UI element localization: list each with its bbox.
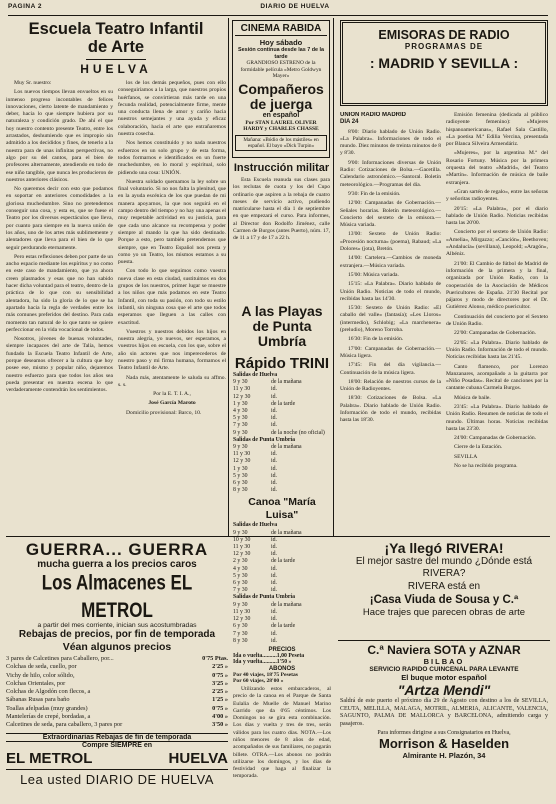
departure-period: id. [271, 616, 277, 623]
cinema-session: Sesión continua desde las 7 de la tarde [238, 47, 324, 60]
radio-program-entry: «Mujeres», por la argentina M.ª del Rosario Fortuny. Música por la primera orquesta del teatro «Madrid», del Teatro «Martín». Información de música de baile extranjera. [446, 150, 548, 186]
departure-period: de la tarde [271, 400, 296, 407]
radio-program-entry: 24'00: Campanadas de Gobernación. [454, 435, 537, 442]
schedule-row [233, 638, 331, 645]
paragraph: los de los demás pequeños, pues con ello conseguiríamos a la larga, que nuestros propios huérfanos, se convirtieran más tarde en una fecunda realidad, potencialmente firme, mente una conducta llena de amor y cariño hacia nuestros semejantes y una ayuda y eficaz colaboración, hacia el arte que entrañaremos nuestra cosecha. [118, 80, 226, 138]
schedule-label: Salidas de Huelva [233, 522, 278, 529]
radio-program-entry: 18'00: Relación de nuestros cursos de la Unión de Radioyentes. [340, 378, 441, 393]
paragraph: Pero estas reflexiones deben por parte de un ancho espacio mediante los espíritus y no como en este caso de mandamiento, que ya ahora creen plasmados y esas que no han sabido hacer dicha voluntad para el teatro, dentro de la práctica de lo que con su sensibilidad alentadora, ha sido la gloria de lo que se ha apartado hacia la regla de verdades entre los más comunes preferidos del destino. Para cada momento tan natural de lo que tanto se quiere perfeccionar en la vida vocacional de todos. [6, 253, 113, 333]
radio-program-entry: 8'00: Diario hablado de Unión Radio. «La Palabra». Informaciones de todo el mundo. Diez minutos de treinta minutos de 8 y 8'30. [340, 128, 441, 157]
price-item [6, 663, 228, 671]
schedule-row [233, 415, 331, 422]
naviera-line-4: El buque motor español [401, 673, 487, 682]
item-name: Toallas afelpadas (muy grandes) [6, 704, 88, 712]
departure-period: de la mañana [271, 379, 302, 386]
item-name: Colchas Orientales, por [6, 679, 66, 687]
schedule-trini [233, 372, 331, 494]
escuela-col-1 [6, 80, 113, 419]
departure-period: de la tarde [271, 558, 296, 565]
metrol-line-2: mucha guerra a los precios caros [37, 559, 197, 570]
schedule-row [233, 430, 331, 437]
item-price: 2'25 » [212, 663, 228, 671]
page-number: PAGINA 2 [8, 3, 42, 10]
abono-line: Por 60 viajes, 28'00 » [233, 677, 284, 684]
paragraph: Esta Escuela reanuda sus clases para los reclutas de cuota y los del Cupo ordinario que aspiren a la rebaja de cuatro meses de servicio activo, pudiendo matricularse hasta el día 1 de septiembre en que empezará el curso. Para informes, al Director don Rodolfo Jiménez, calle Carmen de Burgos (antes Puerto), núm. 17, de 11 a 17 y de 17 a 22 h. [233, 177, 330, 242]
departure-time: 6 y 30 [233, 623, 248, 630]
item-price: 0'75 » [212, 671, 228, 679]
departure-period: id. [271, 587, 277, 594]
station-name: UNION RADIO MADRID [340, 112, 406, 118]
departure-time: 6 y 30 [233, 480, 248, 487]
radio-program-entry: Emisión femenina (dedicada al público radioyente femenino): «Mujeres hispanoamericanas», Rafael Sala Castillo, «La poetisa M.ª Edilia Vercina, presentada por Blanca Silveira Armendáriz. [446, 112, 548, 148]
page-header [8, 3, 548, 16]
departure-time: 4 y 30 [233, 408, 248, 415]
schedule-row [233, 580, 331, 587]
price-item [6, 721, 228, 729]
price-item [6, 713, 228, 721]
item-price: 3'25 » [212, 679, 228, 687]
cinema-premiere: GRANDIOSO ESTRENO de la formidable película «Metro Goldwyn Mayer» [240, 60, 322, 79]
paragraph: Nosotros, jóvenes de buenas voluntades, siempre incapaces del arte de Talía, hemos fundado la Escuela Teatro Infantil de Arte, porque deseamos ofrecer a la cultura que hoy posee ese, mismo y popular niño, dejaremos nuestro esfuerzo para que todos los años sea pueda presentar en nuestra escena lo que verdaderamente contendrán los sentimientos. [6, 336, 113, 394]
departure-time: 7 y 30 [233, 587, 248, 594]
naviera-ship: "Artza Mendi" [397, 682, 491, 698]
paragraph: Nos hemos constituido y no nada nuestros esfuerzos en un solo grupo y de esta forma, todos formarnos e identificados en un fuerte muchedumbre, en lo moral y espiritual, solo pidiendo una cosa: UNIÓN. [118, 140, 226, 176]
radio-program-entry: 15'30: Sexteto de Unión Radio: «El caballo del valle» (fantasía); «Les Lloros» (intermedio), Schlobig; «La marchenera» (preludio), Moreno Torroba. [340, 305, 441, 334]
radio-program-entry: 17'00: Campanadas de Gobernación.—Música ligera. [340, 345, 441, 359]
naviera-address: Almirante H. Plazón, 34 [402, 751, 486, 761]
paragraph: Muy Sr. nuestro: [14, 80, 52, 86]
departure-time: 2 y 30 [233, 558, 248, 565]
radio-program-entry: Música de baile. [454, 394, 491, 401]
departure-time: 5 y 30 [233, 415, 248, 422]
schedule-row [233, 602, 331, 609]
instruccion-text [233, 177, 330, 243]
radio-program-entry: «Gran sartén de regalo», entre las señoras y señoritas radioyentes. [446, 188, 548, 203]
departure-period: id. [271, 408, 277, 415]
schedule-row [233, 451, 331, 458]
metrol-line-4: a partir del mes corriente, inician sus acostumbradas [37, 622, 197, 629]
radio-program-entry: Continuación del concierto por el Sexteto de Unión Radio. [446, 313, 548, 328]
price-item [6, 688, 228, 696]
departure-period: id. [271, 465, 277, 472]
instruccion-title: Instrucción militar [233, 162, 330, 174]
departure-time: 9 y 30 [233, 379, 248, 386]
cinema-ad [232, 20, 330, 158]
radio-program-entry: 12'00: Campanadas de Gobernación.—Señales horarias. Boletín meteorológico.—Concierto del sexteto de la emisora.—Música variada. [340, 200, 441, 229]
departure-time: 11 y 30 [233, 386, 251, 393]
item-name: 3 pares de Calcetines para Caballero, por... [6, 655, 114, 662]
price-line: Ida y vuelta..........1'50 » [233, 658, 292, 665]
schedule-row [233, 551, 331, 558]
signature-org: Por la E. T. I. A., [153, 391, 191, 398]
schedule-maria-luisa [233, 522, 331, 644]
radio-program-entry: 13'00: Sexteto de Unión Radio: «Procesión nocturna» (poema), Rabaud; «La Dolores» (jota), Bretón. [340, 231, 441, 253]
radio-program [340, 112, 548, 536]
departure-time: 9 y 30 [233, 529, 248, 536]
abonos-label: ABONOS [268, 665, 296, 672]
departure-period: id. [271, 637, 277, 644]
signature-name: José García Maroto [148, 400, 196, 407]
schedule-row [233, 609, 331, 616]
radio-col-2 [446, 112, 548, 472]
radio-col-1 [340, 112, 441, 472]
radio-program-entry: 15'00: Música variada. [348, 271, 399, 278]
departure-time: 11 y 30 [233, 451, 251, 458]
radio-program-entry: 18'30: Cotizaciones de Bolsa. «La Palabra». Diario hablado de Unión Radio. Información de todo el mundo, recibidas hasta las 18'30. [340, 395, 441, 424]
escuela-title-2: de Arte [87, 38, 145, 56]
departure-period: id. [271, 487, 277, 494]
radio-program-entry: SEVILLA [454, 453, 478, 460]
paragraph: Nuestra soldado quemamos la ley sobre un final voluntario. Si no nos falta la plenitud, que en la ayuda escénica de los que puedan de mi manera apoyarnos, la que nos seguirá en el campo dentro del tiempo y no hay una apenas el muy respetable actividad en su justicia, para que cada uno alcance su recompensa y poder siempre al mando la que ha sido destinado. Porque a esto, pero también pretendemos que siempre, que en Teatro Español nos presta y como yo un Teatro, los mismos estamos a su puesta. [118, 178, 226, 266]
departure-time: 7 y 30 [233, 630, 248, 637]
escuela-place: HUELVA [80, 62, 152, 76]
instruccion-article [233, 162, 330, 282]
playas-ad [233, 304, 331, 804]
radio-program-entry: 9'30: Fin de la emisión. [348, 190, 401, 197]
emisoras-banner [340, 20, 548, 106]
item-name: Vichy de hilo, color sólido, [6, 671, 75, 679]
departure-period: id. [271, 422, 277, 429]
departure-period: id. [271, 565, 277, 572]
departure-time: 9 y 30 [233, 429, 248, 436]
radio-program-entry: 21'00: El Cambio de fútbol de Madrid de información de la primera y la final, organizada por Unión Radio, con la cooperación de la Asociación de Médicos Puericultores de España. 21'30 Recital por pájaros y modo de directores por el Dr. Gutiérrez Alonso, médico puericultor. [446, 260, 548, 311]
schedule-row [233, 466, 331, 473]
rivera-line-2: El mejor sastre del mundo ¿Dónde está RIVERA? [355, 556, 533, 579]
item-name: Calcetines de seda, para caballero, 3 pares por [6, 721, 123, 729]
address: Domicilio provisional: Barco, 10. [126, 409, 202, 416]
radio-program-entry: 17'45: Fin del día vigilancia.—Continuación de la música ligera. [340, 362, 441, 376]
cinema-title: CINEMA RABIDA [235, 23, 327, 36]
item-price: 3'50 » [212, 721, 228, 729]
departure-period: id. [271, 386, 277, 393]
schedule-row [233, 623, 331, 630]
departure-time: 9 y 30 [233, 601, 248, 608]
price-item [6, 696, 228, 704]
paragraph: Saldrá de este puerto el próximo día 29 de Agosto con destino a los de SEVILLA, CEUTA, MELILLA, MALAGA, MOTRIL, ALMERIA, ALICANTE, VALENCIA, SAGUNTO, PALMA DE MALLORCA y BARCELONA, admitiendo carga y pasajeros. [340, 698, 548, 727]
departure-period: de la tarde [271, 623, 296, 630]
departure-period: de la noche (no oficial) [271, 429, 325, 436]
rivera-line-3: RIVERA está en [407, 581, 481, 592]
schedule-row [233, 530, 331, 537]
rivera-line-5: Hace trajes que parecen obras de arte [362, 607, 526, 618]
schedule-row [233, 386, 331, 393]
radio-program-entry: 16'30: Fin de la emisión. [348, 336, 404, 343]
naviera-ad [340, 643, 548, 798]
schedule-row [233, 422, 331, 429]
item-name: Sábanas Rusas para baño [6, 696, 70, 704]
naviera-agent: Morrison & Haselden [378, 736, 510, 752]
item-price: 4'00 » [212, 713, 228, 721]
playas-title: A las Playas de Punta Umbría [241, 304, 323, 349]
radio-program-entry: 14'00: Cartelera.—Cambios de moneda extranjera.—Música variada. [340, 255, 441, 269]
departure-time: 8 y 30 [233, 637, 248, 644]
metrol-footer [6, 750, 228, 767]
abono-line: Por 40 viajes, 18'75 Pesetas [233, 671, 298, 678]
departure-time: 12 y 30 [233, 393, 251, 400]
schedule-row [233, 573, 331, 580]
emisoras-cities: : MADRID Y SEVILLA : [369, 55, 519, 71]
departure-period: id. [271, 480, 277, 487]
item-name: Colchas de Algodón con flecos, a [6, 688, 91, 696]
escuela-article [6, 20, 226, 534]
departure-period: id. [271, 472, 277, 479]
departure-time: 7 y 30 [233, 422, 248, 429]
departure-period: de la mañana [271, 529, 302, 536]
departure-period: id. [271, 536, 277, 543]
boat-1-name: Rápido TRINI [234, 355, 330, 372]
program-day: DIA 24 [340, 119, 359, 126]
radio-program-entry: Concierto por el sexteto de Unión Radio: «Amelia», Mirgazzo; «Canción», Beethoven; «Andalucía» (sevillana), Leopold; «Aragón», Albéniz. [446, 229, 548, 258]
schedule-row [233, 379, 331, 386]
metrol-line-6: Véan algunos precios [62, 641, 172, 653]
departure-period: id. [271, 544, 277, 551]
departure-period: id. [271, 415, 277, 422]
schedule-row [233, 408, 331, 415]
escuela-title-1: Escuela Teatro Infantil [28, 20, 204, 38]
schedule-row [233, 537, 331, 544]
naviera-line-1: C.ª Naviera SOTA y AZNAR [367, 643, 521, 657]
schedule-row [233, 558, 331, 565]
emisoras-title: EMISORAS DE RADIO [378, 28, 510, 42]
departure-period: id. [271, 451, 277, 458]
schedule-label: Salidas de Punta Umbría [233, 594, 296, 601]
schedule-label: Salidas de Huelva [233, 372, 278, 378]
metrol-name: EL METROL [6, 749, 93, 767]
naviera-line-2: BILBAO [423, 657, 465, 666]
departure-time: 1 y 30 [233, 400, 248, 407]
schedule-row [233, 566, 331, 573]
departure-time: 5 y 30 [233, 572, 248, 579]
radio-program-entry: 9'00: Informaciones diversas de Unión Radio: Cotizaciones de Bolsa.—Gacetilla. Calendario astronómico.—Santoral. Boletín meteorológico.—Programas del día. [340, 159, 441, 188]
paragraph: Los nuevos tiempos llevan envueltos en su inmenso progreso incontables de felices innovaciones, cierto latente de mandamiento y deber, hacia lo que siempre hubiera por su naturaleza y condición grado. De ahí el que hoy nuestro contento presente Teatro, entre los arrastados, deshumiendo que es impropio sin admitido a los decididos y fines, de tenerlo a la nuestra para de unas infinitas perspectivas, no algo por su del cantos, para el bien de profesores alternamente, atendiendo en todo de ese niño tangible, que nunca les producieron de nuestros anteriores clásicos. [6, 89, 113, 183]
item-price: 0'75 » [212, 704, 228, 712]
departure-time: 11 y 30 [233, 608, 251, 615]
price-item [6, 672, 228, 680]
rivera-line-4: ¡Casa Viuda de Sousa y C.ª [369, 594, 519, 606]
escuela-col-2 [118, 80, 226, 419]
paragraph: Utilizando estos embarcaderos, al precio de la canoa en el Parque de Santa Eulalia de Muelle de Manuel Marino Garrido que da 0'65 céntimos. Los Domingos no se gira esta combinación. Los días y vuelta y tres de tres, serán válidos para los cuatro días. NOTA.—Los niños menores de 8 años de edad, acompañados de sus familiares, no pagarán billete. OTRA.—Los abonos no podrán utilizarse los domingos, y los días de festividad que haga al finalizar la temporada. [233, 685, 331, 780]
departure-time: 8 y 30 [233, 487, 248, 494]
schedule-label: Salidas de Punta Umbría [233, 436, 296, 443]
radio-program-entry: 22'00: Campanadas de Gobernación. [454, 330, 537, 337]
departure-time: 12 y 30 [233, 551, 251, 558]
naviera-text [340, 698, 548, 728]
cinema-day: Hoy sábado [259, 38, 303, 47]
schedule-row [233, 587, 331, 594]
paragraph: Nada más, atentamente le saluda su affmo. s. s. [118, 374, 226, 388]
radio-program-entry: 23'45: «La Palabra». Diario hablado de Unión Radio. Resumen de noticias de todo el mundo. Últimas horas. Noticias recibidas hasta las 23'30. [446, 403, 548, 432]
rivera-line-1: ¡Ya llegó RIVERA! [384, 540, 504, 556]
metrol-line-8: Compre SIEMPRE en [81, 741, 152, 749]
newspaper-name: DIARIO DE HUELVA [260, 3, 330, 10]
departure-period: id. [271, 630, 277, 637]
departure-time: 6 y 30 [233, 580, 248, 587]
departure-time: 10 y 30 [233, 536, 251, 543]
schedule-row [233, 544, 331, 551]
departure-time: 1 y 30 [233, 465, 248, 472]
schedule-row [233, 394, 331, 401]
schedule-row [233, 480, 331, 487]
metrol-line-5: Rebajas de precios, por fin de temporada [18, 629, 216, 640]
departure-period: id. [271, 551, 277, 558]
metrol-city: HUELVA [168, 749, 228, 767]
radio-program-entry: Cierre de la Estación. [454, 444, 503, 451]
departure-period: id. [271, 580, 277, 587]
radio-program-entry: Canto flamenco, por Lorenzo Manzanares, acompañado a la guitarra por «Niño Posadas». Recital de canciones por la cantante cubana Carmela Burgos. [446, 363, 548, 392]
naviera-line-7: Para informes dirigirse a sus Consignatarios en Huelva, [377, 730, 511, 737]
emisoras-sub: PROGRAMAS DE [404, 42, 484, 51]
diario-plug: Lea usted DIARIO DE HUELVA [20, 771, 214, 787]
departure-period: id. [271, 393, 277, 400]
schedule-row [233, 487, 331, 494]
metrol-ad [6, 540, 228, 798]
radio-program-entry: 22'05: «La Palabra». Diario hablado de Unión Radio. Información de todo el mundo. Noticias recibidas hasta las 21'45. [446, 339, 548, 361]
naviera-line-3: SERVICIO RAPIDO CUINCENAL PARA LEVANTE [369, 666, 519, 673]
departure-time: 5 y 30 [233, 472, 248, 479]
schedule-row [233, 473, 331, 480]
playas-notes [233, 686, 331, 781]
schedule-row [233, 616, 331, 623]
departure-period: de la mañana [271, 601, 302, 608]
departure-time: 11 y 30 [233, 544, 251, 551]
radio-program-entry: No se ha recibido programa. [454, 463, 518, 470]
departure-period: id. [271, 572, 277, 579]
departure-period: de la mañana [271, 444, 302, 451]
schedule-row [233, 458, 331, 465]
cinema-film: Compañeros de juerga [238, 80, 324, 112]
rivera-ad [340, 540, 548, 638]
schedule-row [233, 444, 331, 451]
item-price: 0'75 Ptas. [202, 655, 228, 662]
cinema-note: Mañana: «Bódio de los mástiles» en español. El bayo «Dick Turpin» [235, 135, 327, 151]
departure-period: id. [271, 608, 277, 615]
price-line: Ida o vuelta..........1,00 Peseta [233, 652, 305, 659]
column-rule [333, 18, 334, 536]
paragraph: No queremos decir con esto que podamos en soportar en anteriores comodidades a la gloriosa muchedumbre. Sino no pretendemos conseguir una cosa, y esta es, que se fuese el Teatro por los diversos espectáculos que lleva, por cuanto para siempre en la nueva unión de los años, uno de los artes más sublimemente y alentadores que lleva para el bien de lo que seguir perdurando eternamente. [6, 186, 113, 251]
column-rule [228, 18, 229, 536]
boat-2-name: Canoa "María Luisa" [248, 496, 316, 522]
departure-time: 4 y 30 [233, 565, 248, 572]
departure-time: 9 y 30 [233, 444, 248, 451]
item-name: Mantelerías de crepé, bordadas, a [6, 713, 91, 721]
price-item [6, 705, 228, 713]
departure-period: id. [271, 458, 277, 465]
radio-program-entry: 20'15: «La Palabra», por el diario hablado de Unión Radio. Noticias recibidas hasta las 20'00. [446, 205, 548, 227]
item-name: Colchas de seda, cuello, por [6, 663, 77, 671]
paragraph: Vuestros y nuestros debidos los hijos en nuestra alegría, yo nuevos, ser esperamos, a vuestros hijos en escuela, con los que, sobre el año sin actores que nos imperecederos de nuestro paso y mi firma humana, formamos el Teatro Infantil de Arte. [118, 328, 226, 372]
cinema-lang: en español [262, 111, 300, 119]
cinema-cast: Por STAN LAUREL OLIVER HARDY y CHARLES CHASSE [243, 119, 319, 132]
departure-time: 12 y 30 [233, 616, 251, 623]
departure-time: 12 y 30 [233, 458, 251, 465]
radio-program-entry: 15'15: «La Palabra». Diario hablado de Unión Radio. Noticias de todo el mundo, recibidas hasta las 14'30. [340, 281, 441, 302]
price-item [6, 655, 228, 663]
metrol-line-3: Los Almacenes EL METROL [41, 570, 193, 622]
metrol-line-7: Extraordinarias Rebajas de fin de temporada [6, 733, 228, 742]
item-price: 1'25 » [212, 696, 228, 704]
section-rule [338, 640, 550, 641]
item-price: 2'25 » [212, 688, 228, 696]
schedule-row [233, 401, 331, 408]
price-item [6, 680, 228, 688]
prices-label: PRECIOS [268, 646, 296, 653]
metrol-line-1: GUERRA... GUERRA [25, 540, 209, 559]
schedule-row [233, 631, 331, 638]
paragraph: Con todo lo que seguimos como vuestra nueva clase en esta ciudad, sustituimos en dos grupos de los nuestros, primer lugar se muestre a los niños que más podamos en este Teatro Infantil, con toda su pasión, con todo su estilo infantil, sin ninguna cosa que el arte que todos esperamos que lleguen a las calles con exactitud. [118, 268, 226, 326]
